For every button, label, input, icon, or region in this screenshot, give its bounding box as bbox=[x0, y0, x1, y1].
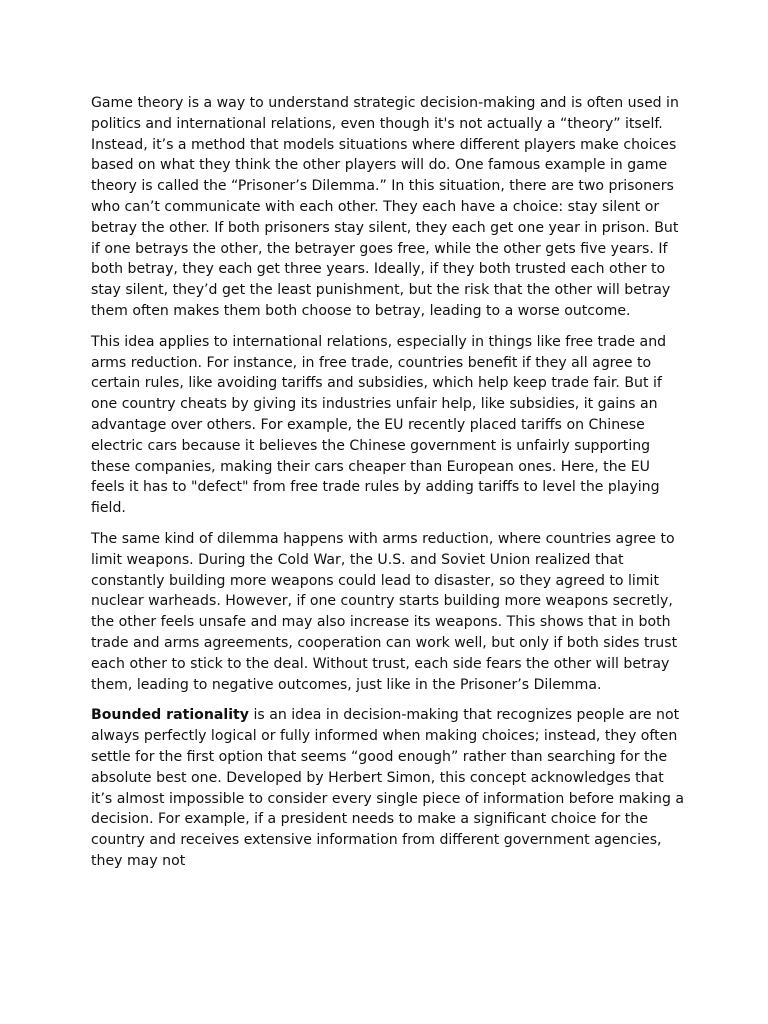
paragraph-bounded-rationality bbox=[91, 705, 687, 871]
bounded-rationality-term: Bounded rationality bbox=[91, 707, 249, 724]
bounded-rationality-text: is an idea in decision-making that recognizes people are not always perfectly logical or fully informed when making choices; instead, they often settle for the first option that seems “good enough” rather than searching for the absolute best one. Developed by Herbert Simon, this concept acknowledges that it’s almost impossible to consider every single piece of information before making a decision. For example, if a president needs to make a significant choice for the country and receives extensive information from different government agencies, they may not bbox=[91, 707, 685, 869]
document-page bbox=[91, 93, 687, 882]
paragraph-arms-reduction: The same kind of dilemma happens with arms reduction, where countries agree to limit weapons. During the Cold War, the U.S. and Soviet Union realized that constantly building more weapons could lead to disaster, so they agreed to limit nuclear warheads. However, if one country starts building more weapons secretly, the other feels unsafe and may also increase its weapons. This shows that in both trade and arms agreements, cooperation can work well, but only if both sides trust each other to stick to the deal. Without trust, each side fears the other will betray them, leading to negative outcomes, just like in the Prisoner’s Dilemma. bbox=[91, 530, 678, 693]
paragraph-game-theory: Game theory is a way to understand strategic decision-making and is often used in politics and international relations, even though it's not actually a “theory” itself. Instead, it’s a method that models situations where different players make choices based on what they think the other players will do. One famous example in game theory is called the “Prisoner’s Dilemma.” In this situation, there are two prisoners who can’t communicate with each other. They each have a choice: stay silent or betray the other. If both prisoners stay silent, they each get one year in prison. But if one betrays the other, the betrayer goes free, while the other gets five years. If both betray, they each get three years. Ideally, if they both trusted each other to stay silent, they’d get the least punishment, but the risk that the other will betray them often makes them both choose to betray, leading to a worse outcome. bbox=[91, 95, 679, 319]
paragraph-free-trade: This idea applies to international relations, especially in things like free trade and arms reduction. For instance, in free trade, countries benefit if they all agree to certain rules, like avoiding tariffs and subsidies, which help keep trade fair. But if one country cheats by giving its industries unfair help, like subsidies, it gains an advantage over others. For example, the EU recently placed tariffs on Chinese electric cars because it believes the Chinese government is unfairly supporting these companies, making their cars cheaper than European ones. Here, the EU feels it has to "defect" from free trade rules by adding tariffs to level the playing field. bbox=[91, 333, 667, 517]
